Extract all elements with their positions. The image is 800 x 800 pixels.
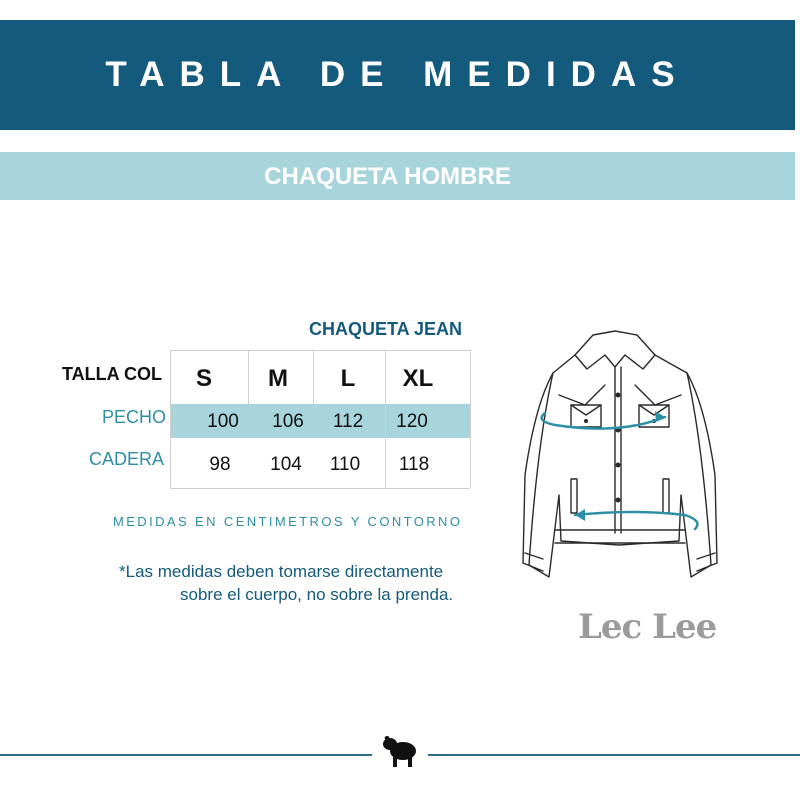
measure-note-line-1: *Las medidas deben tomarse directamente [119, 562, 444, 581]
cell-cadera-s: 98 [209, 454, 231, 475]
jacket-icon [515, 325, 725, 590]
cell-pecho-l: 112 [332, 411, 364, 432]
page-title: TABLA DE MEDIDAS [105, 55, 690, 94]
cell-cadera-l: 110 [329, 454, 361, 475]
size-m: M [268, 365, 288, 392]
size-l: L [340, 365, 356, 392]
capybara-icon [381, 733, 419, 774]
grid-line [170, 350, 171, 488]
size-header-label: TALLA COL [62, 364, 162, 384]
grid-line [313, 350, 314, 404]
cell-pecho-m: 106 [272, 411, 304, 432]
measure-note-line-2: sobre el cuerpo, no sobre la prenda. [180, 585, 454, 604]
cell-cadera-m: 104 [270, 454, 302, 475]
footer-divider-right [428, 754, 800, 756]
grid-line [470, 350, 471, 488]
brand-logo: Lec Lee [578, 607, 717, 647]
size-xl: XL [402, 365, 434, 392]
table-caption: CHAQUETA JEAN [309, 319, 463, 339]
cell-pecho-s: 100 [207, 411, 239, 432]
cell-pecho-xl: 120 [396, 411, 428, 432]
cell-cadera-xl: 118 [398, 454, 430, 475]
size-s: S [195, 365, 212, 392]
units-note: MEDIDAS EN CENTIMETROS Y CONTORNO [113, 514, 463, 529]
row-label-cadera: CADERA [89, 449, 165, 469]
grid-line [170, 350, 470, 351]
row-label-pecho: PECHO [102, 407, 167, 427]
product-category-title: CHAQUETA HOMBRE [264, 163, 511, 190]
footer-divider-left [0, 754, 372, 756]
grid-line [170, 488, 470, 489]
